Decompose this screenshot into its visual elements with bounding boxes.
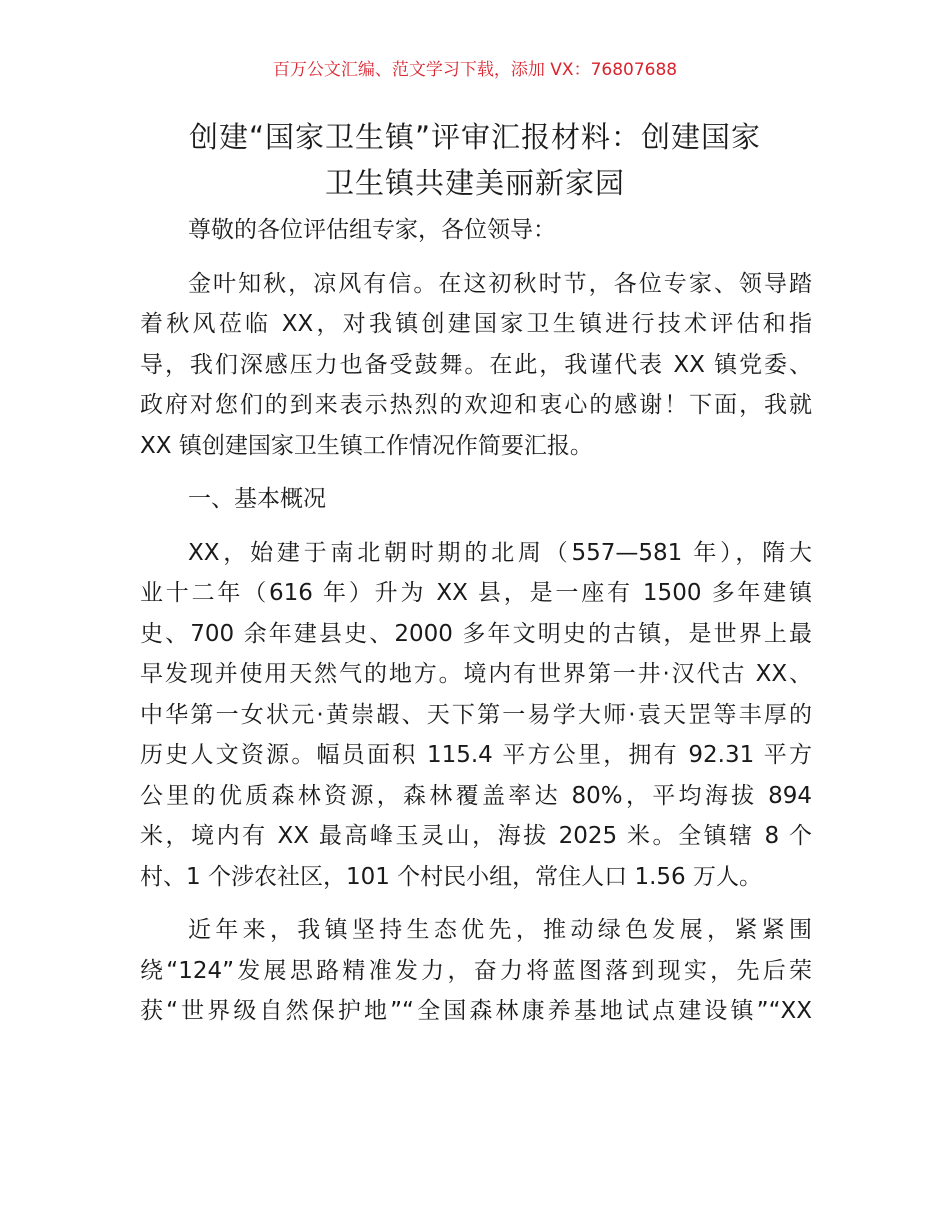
- paragraph-line: 历史人文资源。幅员面积 115.4 平方公里，拥有 92.31 平方: [140, 742, 812, 768]
- paragraph-line: 绕“124”发展思路精准发力，奋力将蓝图落到现实，先后荣: [140, 957, 812, 984]
- section-heading-basic-overview: 一、基本概况: [188, 486, 326, 512]
- paragraph-line: 业十二年（616 年）升为 XX 县，是一座有 1500 多年建镇: [140, 580, 812, 606]
- paragraph-line: 政府对您们的到来表示热烈的欢迎和衷心的感谢！下面，我就: [140, 392, 812, 418]
- salutation: 尊敬的各位评估组专家，各位领导：: [188, 217, 556, 243]
- paragraph-line: 着秋风莅临 XX，对我镇创建国家卫生镇进行技术评估和指: [140, 311, 812, 337]
- section-heading-paragraph: [140, 479, 812, 520]
- paragraph-line: 史、700 余年建县史、2000 多年文明史的古镇，是世界上最: [140, 620, 812, 647]
- title-line-1: 创建“国家卫生镇”评审汇报材料：创建国家: [188, 120, 762, 154]
- paragraph-line: 米，境内有 XX 最高峰玉灵山，海拔 2025 米。全镇辖 8 个: [140, 823, 812, 849]
- document-body: [140, 210, 812, 1045]
- paragraph-line: 获“世界级自然保护地”“全国森林康养基地试点建设镇”“XX: [140, 998, 812, 1024]
- paragraph-line: XX，始建于南北朝时期的北周（557—581 年），隋大: [188, 539, 812, 566]
- paragraph-recent-years: [140, 910, 812, 1032]
- paragraph-overview: [140, 533, 812, 898]
- salutation-paragraph: [140, 210, 812, 251]
- header-download-note: 百万公文汇编、范文学习下载，添加 VX：76807688: [272, 60, 678, 80]
- paragraph-line: 早发现并使用天然气的地方。境内有世界第一井·汉代古 XX、: [140, 661, 812, 687]
- paragraph-line: 导，我们深感压力也备受鼓舞。在此，我谨代表 XX 镇党委、: [140, 351, 812, 378]
- paragraph-line: 中华第一女状元·黄崇嘏、天下第一易学大师·袁天罡等丰厚的: [140, 701, 812, 728]
- document-title: [140, 114, 810, 206]
- paragraph-line: 金叶知秋，凉风有信。在这初秋时节，各位专家、领导踏: [188, 270, 812, 297]
- paragraph-line: 公里的优质森林资源，森林覆盖率达 80%，平均海拔 894: [140, 782, 812, 809]
- paragraph-line: XX 镇创建国家卫生镇工作情况作简要汇报。: [140, 432, 593, 459]
- paragraph-line: 村、1 个涉农社区，101 个村民小组，常住人口 1.56 万人。: [140, 863, 762, 890]
- title-line-2: 卫生镇共建美丽新家园: [324, 166, 625, 200]
- paragraph-line: 近年来，我镇坚持生态优先，推动绿色发展，紧紧围: [188, 917, 812, 943]
- paragraph-welcome: [140, 264, 812, 467]
